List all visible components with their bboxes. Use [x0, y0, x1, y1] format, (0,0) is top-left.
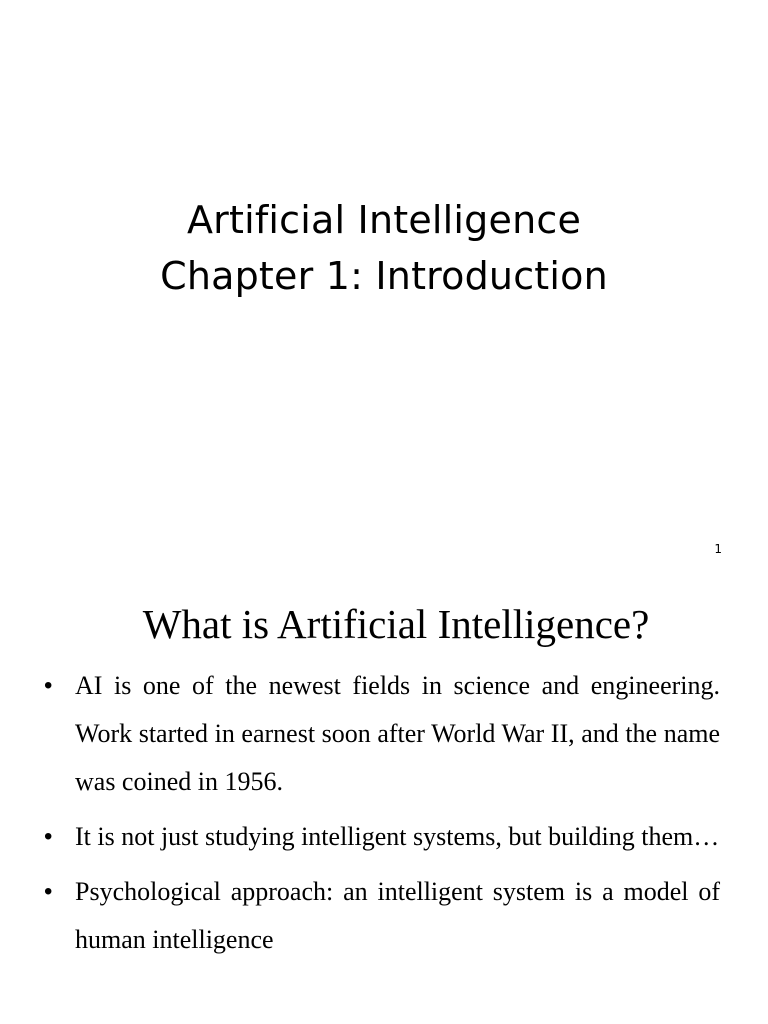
bullet-item	[44, 813, 720, 861]
bullet-item	[44, 662, 720, 806]
page-number: 1	[714, 542, 722, 556]
bullet-point-icon: •	[44, 878, 53, 905]
bullet-text: It is not just studying intelligent systems, but building them…	[75, 822, 720, 851]
bullet-text: AI is one of the newest fields in science and engineering. Work started in earnest soon after World War II, and the name was coined in 1956.	[75, 671, 720, 796]
title-line-chapter: Chapter 1: Introduction	[160, 254, 608, 298]
slide-title	[0, 192, 768, 304]
bullet-text: Psychological approach: an intelligent system is a model of human intelligence	[75, 877, 720, 954]
content-slide	[0, 576, 768, 1024]
bullet-point-icon: •	[44, 823, 53, 850]
bullet-list	[44, 662, 720, 971]
bullet-item	[44, 868, 720, 964]
slide-heading: What is Artificial Intelligence?	[142, 601, 650, 647]
title-line-artificial-intelligence: Artificial Intelligence	[186, 198, 582, 242]
bullet-point-icon: •	[44, 672, 53, 699]
